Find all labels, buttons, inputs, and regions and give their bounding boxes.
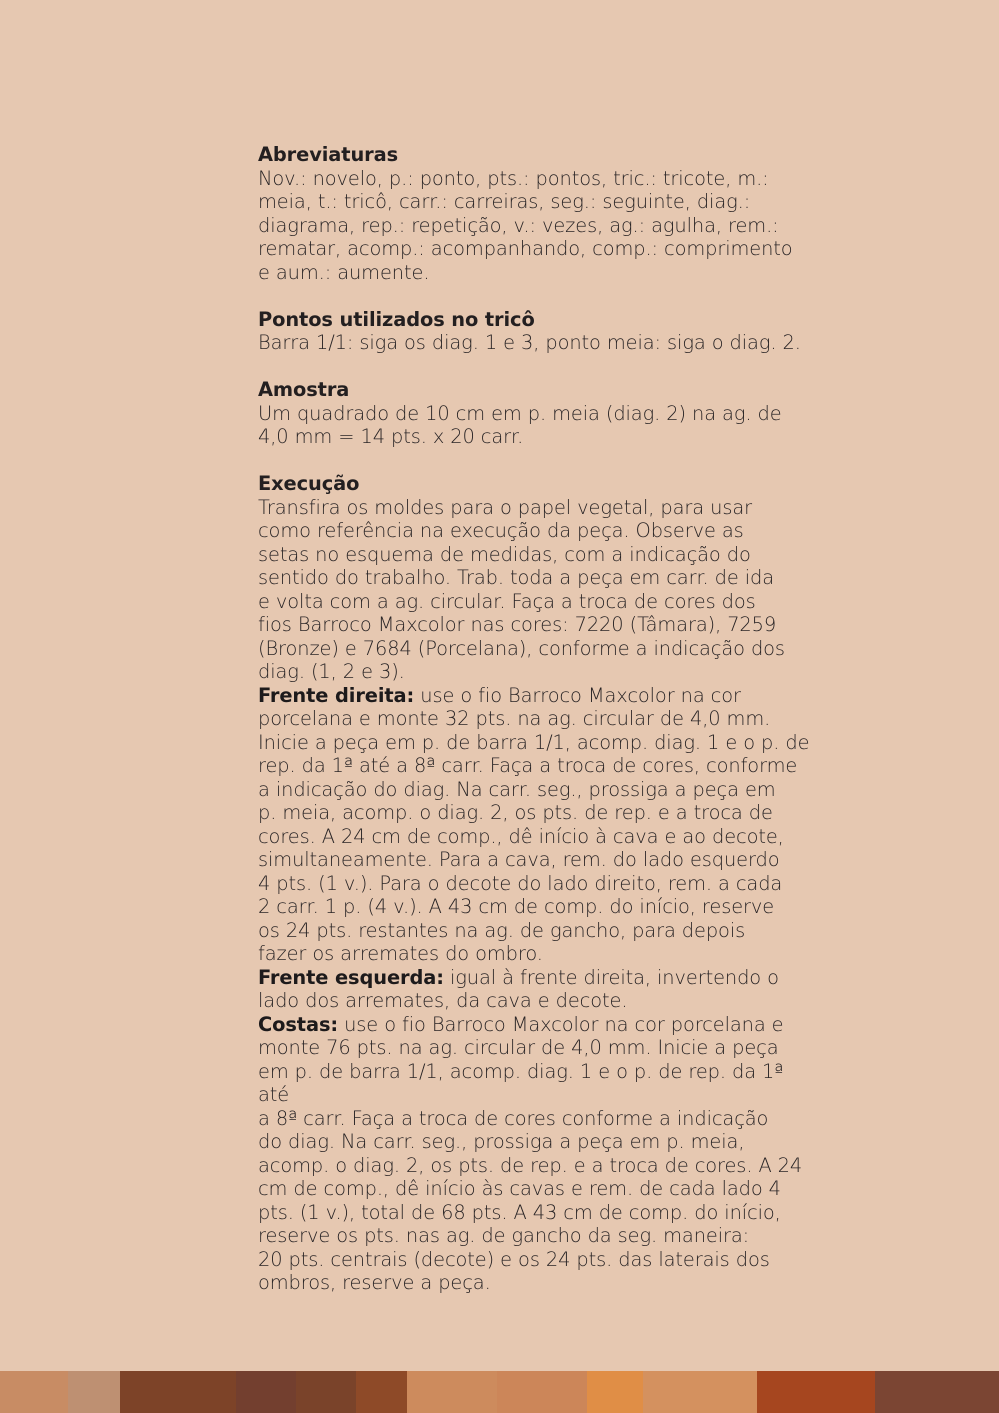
section-pontos [258,308,818,355]
part-frente-esquerda [258,966,818,1013]
color-swatch [587,1371,643,1413]
section-title: Execução [258,472,360,495]
color-swatch [757,1371,875,1413]
section-text: Nov.: novelo, p.: ponto, pts.: pontos, tric.: tricote, m.: meia, t.: tricô, carr.: carreiras, seg.: seguinte, diag.: diagrama, rep.: repetição, v.: vezes, ag.: agulha, rem.: rematar, acomp.: acompanhando, comp.: comprimento e aum.: aumente. [258,166,793,284]
execucao-intro: Transfira os moldes para o papel vegetal, para usar como referência na execução da peça. Observe as setas no esquema de medidas, com a indicação do sentido do trabalho. Trab. toda a peça em carr. de ida e volta com a ag. circular. Faça a troca de cores dos fios Barroco Maxcolor nas cores: 7220 (Tâmara), 7259 (Bronze) e 7684 (Porcelana), conforme a indicação dos diag. (1, 2 e 3). [258,495,785,683]
section-abreviaturas [258,143,818,284]
part-text: use o fio Barroco Maxcolor na cor porcelana e monte 76 pts. na ag. circular de 4,0 mm. Inicie a peça em p. de barra 1/1, acomp. diag. 1 e o p. de rep. da 1ª até a 8ª carr. Faça a troca de cores conforme a indicação do diag. Na carr. seg., prossiga a peça em p. meia, acomp. o diag. 2, os pts. de rep. e a troca de cores. A 24 cm de comp., dê início às cavas e rem. de cada lado 4 pts. (1 v.), total de 68 pts. A 43 cm de comp. do início, reserve os pts. nas ag. de gancho da seg. maneira: 20 pts. centrais (decote) e os 24 pts. das laterais dos ombros, reserve a peça. [258,1012,803,1294]
color-swatch [68,1371,120,1413]
part-label: Costas: [258,1012,339,1036]
section-title: Amostra [258,378,350,401]
instructions-content [258,143,818,1318]
part-label: Frente esquerda: [258,965,444,989]
part-text: igual à frente direita, invertendo o lado dos arremates, da cava e decote. [258,965,779,1012]
color-swatch [875,1371,999,1413]
section-text: Barra 1/1: siga os diag. 1 e 3, ponto meia: siga o diag. 2. [258,331,801,354]
section-amostra [258,378,818,449]
color-swatch [236,1371,296,1413]
color-swatch [120,1371,236,1413]
color-swatch [0,1371,68,1413]
part-frente-direita [258,684,818,966]
color-swatch [356,1371,407,1413]
section-text: Um quadrado de 10 cm em p. meia (diag. 2) na ag. de 4,0 mm = 14 pts. x 20 carr. [258,401,782,448]
color-swatch [643,1371,757,1413]
color-strip [0,1371,999,1413]
color-swatch [407,1371,497,1413]
section-title: Pontos utilizados no tricô [258,307,535,331]
part-text: use o fio Barroco Maxcolor na cor porcelana e monte 32 pts. na ag. circular de 4,0 mm. Inicie a peça em p. de barra 1/1, acomp. diag. 1 e o p. de rep. da 1ª até a 8ª carr. Faça a troca de cores, conforme a indicação do diag. Na carr. seg., prossiga a peça em p. meia, acomp. o diag. 2, os pts. de rep. e a troca de cores. A 24 cm de comp., dê início à cava e ao decote, simultaneamente. Para a cava, rem. do lado esquerdo 4 pts. (1 v.). Para o decote do lado direito, rem. a cada 2 carr. 1 p. (4 v.). A 43 cm de comp. do início, reserve os 24 pts. restantes na ag. de gancho, para depois fazer os arremates do ombro. [258,683,810,965]
section-title: Abreviaturas [258,143,399,166]
part-label: Frente direita: [258,683,415,707]
section-execucao [258,472,818,1295]
part-costas [258,1013,818,1295]
color-swatch [497,1371,587,1413]
color-swatch [296,1371,356,1413]
